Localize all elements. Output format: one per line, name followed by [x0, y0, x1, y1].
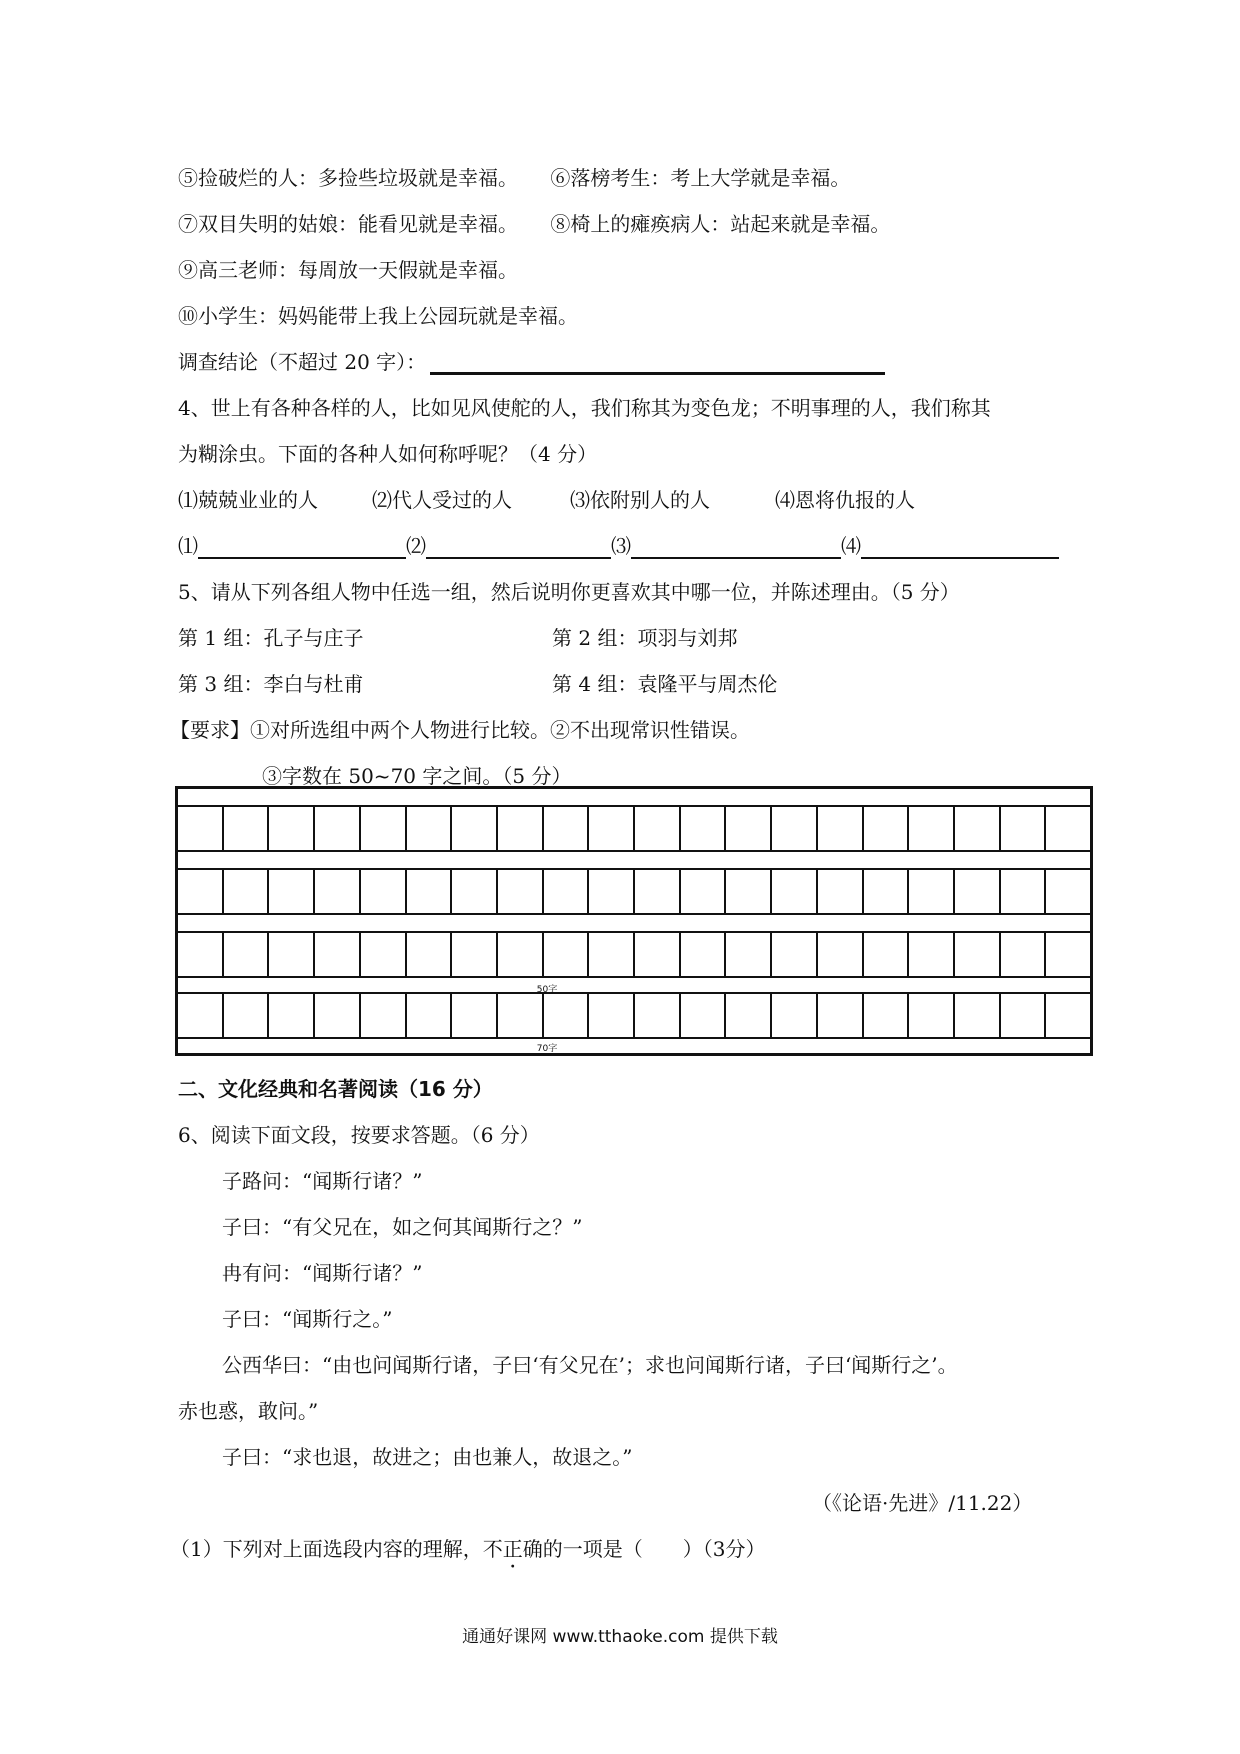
grid-cell[interactable] [589, 807, 635, 850]
grid-cell[interactable] [1001, 870, 1047, 913]
survey-item-5: ⑤捡破烂的人：多捡些垃圾就是幸福。 [178, 166, 518, 190]
q6-para-5a: 公西华曰：“由也问闻斯行诸，子曰‘有父兄在’；求也问闻斯行诸，子曰‘闻斯行之’。 [222, 1353, 958, 1377]
grid-cell[interactable] [772, 807, 818, 850]
grid-cell[interactable] [681, 807, 727, 850]
q4-blank-1[interactable] [198, 537, 406, 559]
survey-line-7 [178, 211, 890, 237]
grid-cell[interactable] [407, 807, 453, 850]
grid-cell[interactable] [452, 994, 498, 1037]
grid-cell[interactable] [681, 994, 727, 1037]
grid-cell[interactable] [1046, 807, 1090, 850]
grid-cell[interactable] [224, 994, 270, 1037]
q5-group-4: 第 4 组：袁隆平与周杰伦 [552, 672, 778, 696]
grid-cell[interactable] [955, 994, 1001, 1037]
q4-blank-4[interactable] [861, 537, 1059, 559]
grid-cell[interactable] [726, 933, 772, 976]
q4-item-2: ⑵代人受过的人 [372, 488, 512, 512]
grid-cell[interactable] [772, 994, 818, 1037]
grid-cell[interactable] [178, 870, 224, 913]
grid-cell[interactable] [498, 933, 544, 976]
q6-source: （《论语·先进》/11.22） [812, 1491, 1033, 1515]
grid-cell[interactable] [589, 933, 635, 976]
grid-cell[interactable] [681, 933, 727, 976]
grid-cell[interactable] [864, 994, 910, 1037]
marker-50: 50字 [536, 985, 558, 995]
grid-cell[interactable] [635, 807, 681, 850]
grid-cell[interactable] [726, 807, 772, 850]
grid-cell[interactable] [361, 807, 407, 850]
grid-cell[interactable] [361, 870, 407, 913]
grid-cell[interactable] [178, 807, 224, 850]
grid-cell[interactable] [955, 807, 1001, 850]
q5-group-2: 第 2 组：项羽与刘邦 [552, 626, 738, 650]
grid-cell[interactable] [452, 870, 498, 913]
grid-cell[interactable] [407, 870, 453, 913]
grid-cell[interactable] [1001, 807, 1047, 850]
grid-cell[interactable] [1046, 933, 1090, 976]
grid-cell[interactable] [909, 933, 955, 976]
grid-cell[interactable] [544, 933, 590, 976]
grid-cell[interactable] [178, 994, 224, 1037]
grid-row-3[interactable] [178, 933, 1090, 978]
grid-cell[interactable] [1046, 994, 1090, 1037]
q4-text-line2: 为糊涂虫。下面的各种人如何称呼呢？（4 分） [178, 442, 598, 466]
grid-cell[interactable] [818, 994, 864, 1037]
grid-cell[interactable] [269, 933, 315, 976]
grid-cell[interactable] [315, 933, 361, 976]
grid-cell[interactable] [269, 994, 315, 1037]
answer-grid[interactable] [175, 786, 1093, 1056]
grid-cell[interactable] [1046, 870, 1090, 913]
grid-cell[interactable] [772, 933, 818, 976]
survey-item-9: ⑨高三老师：每周放一天假就是幸福。 [178, 258, 518, 282]
q6-sub-question-1 [170, 1536, 765, 1562]
q4-blank-label-2: ⑵ [406, 534, 426, 558]
sub1-pre: （1）下列对上面选段内容的理解， [170, 1537, 483, 1561]
grid-cell[interactable] [955, 870, 1001, 913]
grid-cell[interactable] [864, 933, 910, 976]
survey-line-5 [178, 165, 850, 191]
grid-cell[interactable] [224, 807, 270, 850]
grid-cell[interactable] [726, 870, 772, 913]
conclusion-label: 调查结论（不超过 20 字）： [178, 350, 427, 374]
grid-cell[interactable] [407, 933, 453, 976]
q5-group-3: 第 3 组：李白与杜甫 [178, 672, 364, 696]
grid-cell[interactable] [864, 807, 910, 850]
q5-text: 5、请从下列各组人物中任选一组，然后说明你更喜欢其中哪一位，并陈述理由。（5 分） [178, 580, 960, 604]
grid-cell[interactable] [269, 807, 315, 850]
q5-requirement-2: ③字数在 50~70 字之间。（5 分） [262, 764, 572, 788]
grid-cell[interactable] [544, 870, 590, 913]
grid-cell[interactable] [635, 933, 681, 976]
q6-para-2: 子曰：“有父兄在，如之何其闻斯行之？” [222, 1215, 583, 1239]
grid-cell[interactable] [818, 807, 864, 850]
grid-row-4[interactable] [178, 994, 1090, 1039]
grid-strip [178, 1039, 1090, 1053]
footer-credit: 通通好课网 www.tthaoke.com 提供下载 [462, 1627, 778, 1647]
section-2-title: 二、文化经典和名著阅读（16 分） [178, 1077, 493, 1101]
q6-para-1: 子路问：“闻斯行诸？” [222, 1169, 423, 1193]
grid-cell[interactable] [361, 994, 407, 1037]
grid-cell[interactable] [589, 994, 635, 1037]
q6-para-6: 子曰：“求也退，故进之；由也兼人，故退之。” [222, 1445, 633, 1469]
q4-answer-line [178, 533, 1059, 559]
q4-blank-label-4: ⑷ [841, 534, 861, 558]
grid-cell[interactable] [726, 994, 772, 1037]
q4-blank-2[interactable] [426, 537, 611, 559]
sub1-emphasis: 不正确 [482, 1537, 543, 1561]
grid-cell[interactable] [224, 870, 270, 913]
sub1-post: 的一项是（ ）（3分） [542, 1537, 766, 1561]
grid-cell[interactable] [818, 933, 864, 976]
grid-cell[interactable] [498, 807, 544, 850]
grid-row-1[interactable] [178, 807, 1090, 852]
grid-cell[interactable] [178, 933, 224, 976]
q4-item-4: ⑷恩将仇报的人 [775, 488, 915, 512]
marker-70: 70字 [536, 1044, 558, 1054]
q6-para-4: 子曰：“闻斯行之。” [222, 1307, 393, 1331]
grid-strip [178, 789, 1090, 807]
q4-item-1: ⑴兢兢业业的人 [178, 488, 318, 512]
grid-cell[interactable] [1001, 933, 1047, 976]
grid-cell[interactable] [315, 807, 361, 850]
grid-cell[interactable] [909, 870, 955, 913]
grid-cell[interactable] [224, 933, 270, 976]
grid-cell[interactable] [864, 870, 910, 913]
grid-cell[interactable] [452, 933, 498, 976]
q4-blank-label-3: ⑶ [611, 534, 631, 558]
grid-cell[interactable] [772, 870, 818, 913]
grid-cell[interactable] [635, 870, 681, 913]
grid-cell[interactable] [498, 870, 544, 913]
survey-conclusion [178, 349, 885, 375]
grid-strip [178, 978, 1090, 994]
grid-cell[interactable] [681, 870, 727, 913]
grid-cell[interactable] [818, 870, 864, 913]
grid-cell[interactable] [269, 870, 315, 913]
grid-cell[interactable] [544, 807, 590, 850]
q6-para-3: 冉有问：“闻斯行诸？” [222, 1261, 423, 1285]
grid-cell[interactable] [1001, 994, 1047, 1037]
grid-cell[interactable] [589, 870, 635, 913]
grid-cell[interactable] [635, 994, 681, 1037]
survey-item-7: ⑦双目失明的姑娘：能看见就是幸福。 [178, 212, 518, 236]
grid-row-2[interactable] [178, 870, 1090, 915]
grid-cell[interactable] [909, 994, 955, 1037]
grid-cell[interactable] [955, 933, 1001, 976]
grid-cell[interactable] [498, 994, 544, 1037]
q5-group-1: 第 1 组：孔子与庄子 [178, 626, 364, 650]
grid-cell[interactable] [315, 994, 361, 1037]
grid-cell[interactable] [909, 807, 955, 850]
q6-text: 6、阅读下面文段，按要求答题。（6 分） [178, 1123, 540, 1147]
grid-strip [178, 852, 1090, 870]
grid-strip [178, 915, 1090, 933]
survey-item-10: ⑩小学生：妈妈能带上我上公园玩就是幸福。 [178, 304, 578, 328]
q4-text-line1: 4、世上有各种各样的人，比如见风使舵的人，我们称其为变色龙；不明事理的人，我们称其 [178, 396, 991, 420]
survey-item-8: ⑧椅上的瘫痪病人：站起来就是幸福。 [550, 212, 891, 236]
grid-cell[interactable] [361, 933, 407, 976]
grid-cell[interactable] [315, 870, 361, 913]
survey-item-6: ⑥落榜考生：考上大学就是幸福。 [550, 166, 851, 190]
grid-cell[interactable] [452, 807, 498, 850]
q6-para-5b: 赤也惑，敢问。” [178, 1399, 319, 1423]
conclusion-blank[interactable] [430, 354, 885, 375]
grid-cell[interactable] [407, 994, 453, 1037]
grid-cell[interactable] [544, 994, 590, 1037]
q4-blank-3[interactable] [631, 537, 841, 559]
q4-blank-label-1: ⑴ [178, 534, 198, 558]
q4-item-3: ⑶依附别人的人 [570, 488, 710, 512]
q5-requirement-1: 【要求】①对所选组中两个人物进行比较。②不出现常识性错误。 [170, 718, 750, 742]
